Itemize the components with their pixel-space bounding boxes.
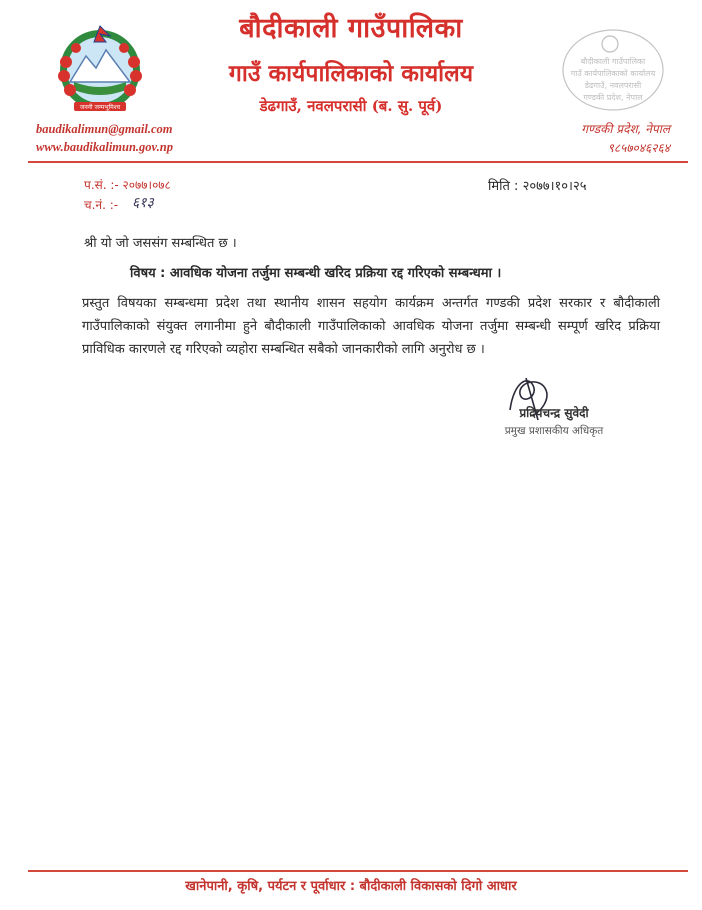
svg-text:गाउँ कार्यपालिकाको कार्यालय: गाउँ कार्यपालिकाको कार्यालय xyxy=(570,69,656,78)
letter-subject: विषय : आवधिक योजना तर्जुमा सम्बन्धी खरिद प्रक्रिया रद्द गरिएको सम्बन्धमा । xyxy=(130,266,502,281)
office-address: डेढगाउँ, नवलपरासी (ब. सु. पूर्व) xyxy=(259,97,443,115)
svg-text:गण्डकी प्रदेश, नेपाल: गण्डकी प्रदेश, नेपाल xyxy=(583,93,643,102)
footer-divider xyxy=(28,870,688,872)
footer-slogan: खानेपानी, कृषि, पर्यटन र पूर्वाधार : बौदीकाली विकासको दिगो आधार xyxy=(185,879,517,894)
email-link[interactable]: baudikalimun@gmail.com xyxy=(36,122,173,136)
letter-date: मिति : २०७७।१०।२५ xyxy=(488,179,587,194)
phone-number: ९८५७०४६२६४ xyxy=(607,141,670,155)
letter-addressee: श्री यो जो जससंग सम्बन्धित छ । xyxy=(84,236,237,251)
chalani-handwritten-number: ६१३ xyxy=(132,195,154,211)
signatory-title: प्रमुख प्रशासकीय अधिकृत xyxy=(504,425,604,437)
patra-sankhya: प.सं. :- २०७७।०७८ xyxy=(84,178,171,192)
office-seal-stamp xyxy=(558,24,668,116)
letter-body: प्रस्तुत विषयका सम्बन्धमा प्रदेश तथा स्थानीय शासन सहयोग कार्यक्रम अन्तर्गत गण्डकी प्रदेश सरकार र बौदीकाली गाउँपालिकाको संयुक्त लगानीमा हुने बौदीकाली गाउँपालिकाको आवधिक योजना तर्जुमा सम्बन्धी सम्पूर्ण खरिद प्रक्रिया प्राविधिक कारणले रद्द गरिएको व्यहोरा सम्बन्धित सबैको जानकारीको लागि अनुरोध छ । xyxy=(82,296,660,357)
province-text: गण्डकी प्रदेश, नेपाल xyxy=(581,122,670,136)
website-link[interactable]: www.baudikalimun.gov.np xyxy=(36,140,173,154)
signatory-name: प्रदिपचन्द्र सुवेदी xyxy=(519,406,589,420)
svg-text:जननी जन्मभूमिश्च: जननी जन्मभूमिश्च xyxy=(79,104,121,111)
chalani-label: च.नं. :- xyxy=(84,198,119,212)
svg-text:बौदीकाली गाउँपालिका: बौदीकाली गाउँपालिका xyxy=(580,57,646,66)
svg-text:डेढगाउँ, नवलपरासी: डेढगाउँ, नवलपरासी xyxy=(584,81,642,90)
office-title-line1: बौदीकाली गाउँपालिका xyxy=(239,13,463,44)
header-divider xyxy=(28,161,688,163)
office-title-line2: गाउँ कार्यपालिकाको कार्यालय xyxy=(228,60,474,87)
